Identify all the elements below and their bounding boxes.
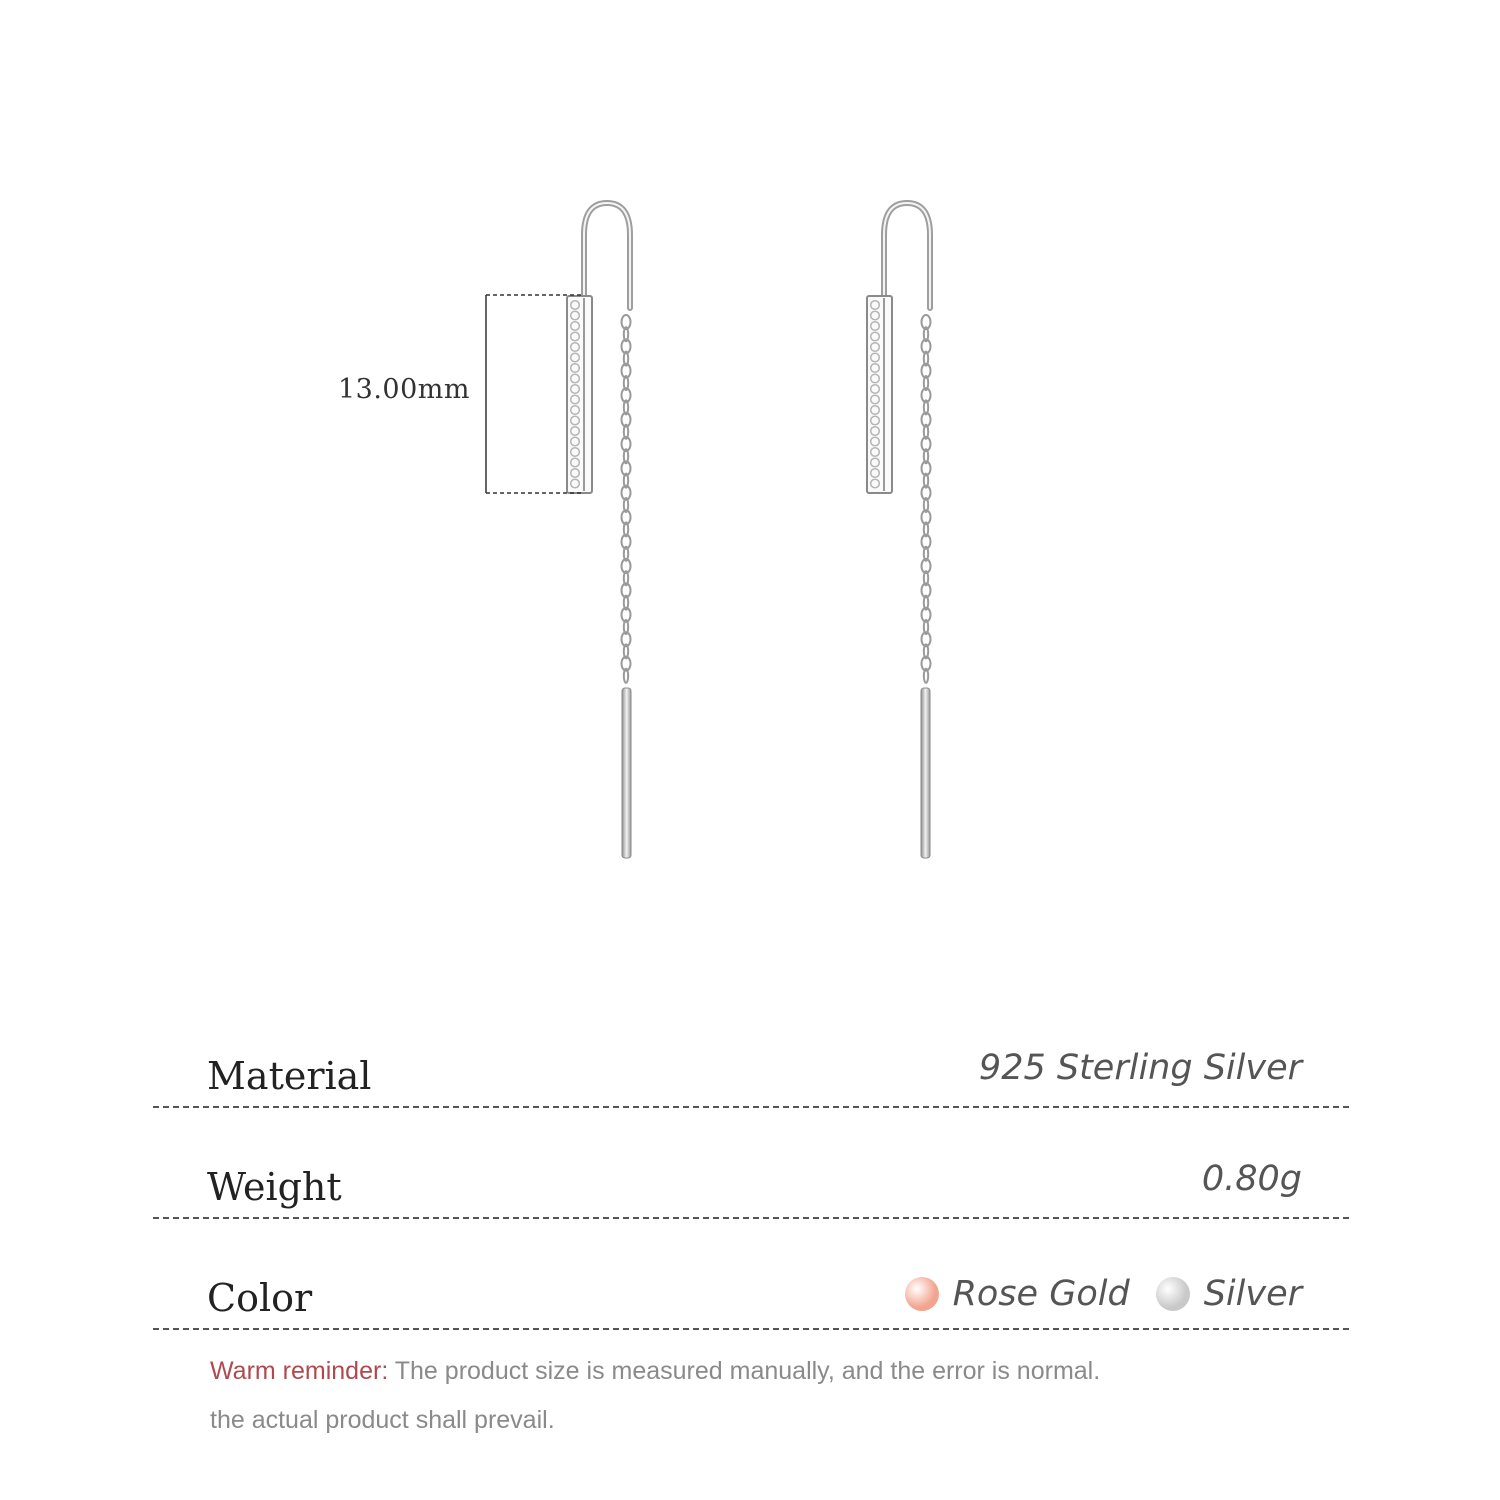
weight-row — [153, 1127, 1349, 1219]
material-label: Material — [207, 1054, 372, 1098]
weight-label: Weight — [207, 1165, 342, 1209]
color-option-silver[interactable]: Silver — [1203, 1274, 1302, 1314]
warm-reminder — [210, 1355, 1260, 1453]
rose-gold-swatch[interactable] — [905, 1277, 939, 1311]
dimension-label: 13.00mm — [337, 374, 470, 405]
reminder-line-2: the actual product shall prevail. — [210, 1406, 555, 1434]
left-earring — [567, 203, 631, 858]
silver-swatch[interactable] — [1156, 1277, 1190, 1311]
color-row — [153, 1238, 1349, 1330]
right-earring — [867, 203, 931, 858]
color-label: Color — [207, 1276, 313, 1320]
color-option-rose-gold[interactable]: Rose Gold — [952, 1274, 1130, 1314]
material-value: 925 Sterling Silver — [978, 1048, 1302, 1088]
weight-value: 0.80g — [1201, 1159, 1302, 1199]
color-options — [905, 1274, 1302, 1314]
reminder-line-1: The product size is measured manually, and the error is normal. — [388, 1357, 1101, 1385]
material-row — [153, 1016, 1349, 1108]
reminder-prefix: Warm reminder: — [210, 1357, 389, 1385]
